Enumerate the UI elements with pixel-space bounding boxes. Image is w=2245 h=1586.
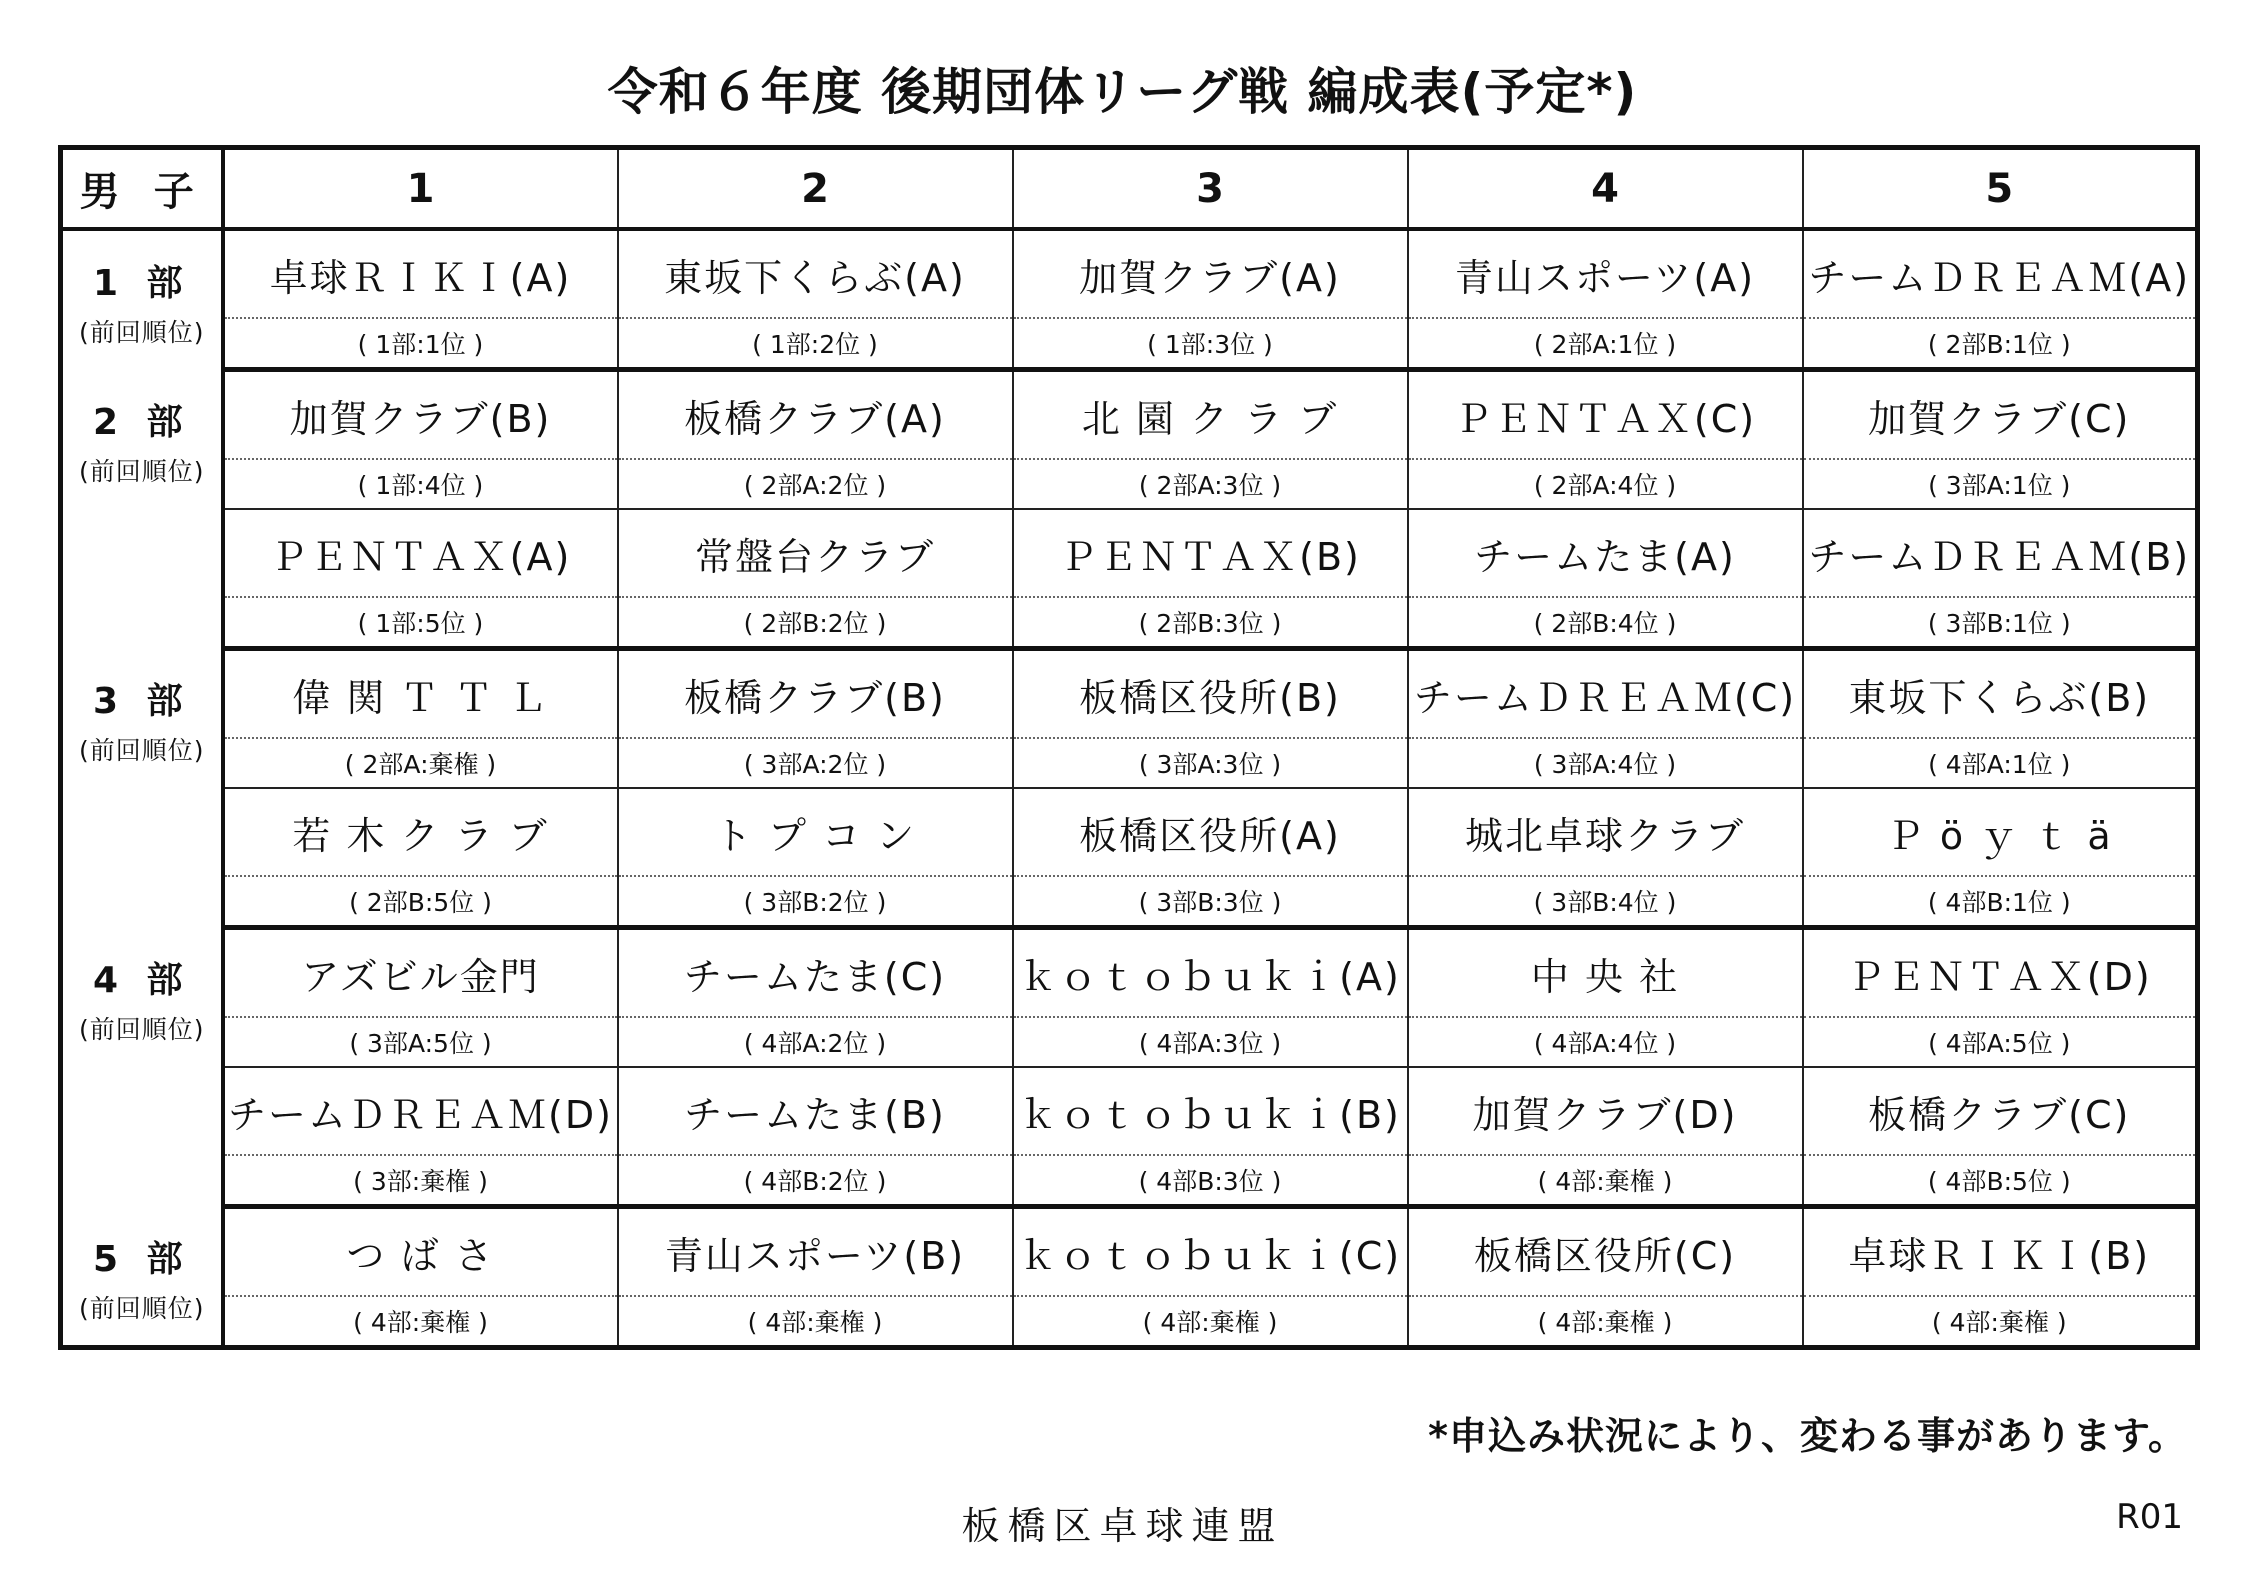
team-row [61,1207,2198,1297]
team-name: チームＤＲＥＡＭ(A) [1803,229,2198,318]
team-name: 板橋区役所(A) [1013,788,1408,876]
previous-rank: ( 3部A:3位 ) [1013,738,1408,788]
previous-rank-row [61,318,2198,370]
previous-rank: ( 3部A:5位 ) [223,1017,618,1067]
team-row [61,370,2198,460]
division-label-cell [61,229,223,370]
team-name: チームＤＲＥＡＭ(C) [1408,649,1803,739]
previous-rank-label: (前回順位) [78,735,205,765]
division-name: 4 部 [92,959,191,1001]
previous-rank-row [61,1296,2198,1348]
previous-rank: ( 1部:5位 ) [223,597,618,649]
team-name: 加賀クラブ(A) [1013,229,1408,318]
organization-name: 板橋区卓球連盟 [961,1504,1284,1548]
previous-rank: ( 4部:棄権 ) [1408,1155,1803,1207]
previous-rank: ( 3部B:1位 ) [1803,597,2198,649]
previous-rank-label: (前回順位) [78,1014,205,1044]
previous-rank-row [61,459,2198,509]
team-name: 城北卓球クラブ [1408,788,1803,876]
previous-rank: ( 4部A:5位 ) [1803,1017,2198,1067]
team-name: 卓球ＲＩＫＩ(B) [1803,1207,2198,1297]
division-label-cell [61,1207,223,1348]
division-label-cell [61,649,223,928]
team-name: チームＤＲＥＡＭ(B) [1803,509,2198,597]
team-name: 中 央 社 [1408,928,1803,1018]
previous-rank: ( 3部A:2位 ) [618,738,1013,788]
previous-rank: ( 4部B:1位 ) [1803,876,2198,928]
column-header: 3 [1013,148,1408,230]
team-name: 板橋クラブ(A) [618,370,1013,460]
division-label-cell [61,370,223,649]
team-name: ｋｏｔｏｂｕｋｉ(A) [1013,928,1408,1018]
division-name: 1 部 [92,263,191,304]
team-name: 加賀クラブ(B) [223,370,618,460]
previous-rank: ( 4部B:5位 ) [1803,1155,2198,1207]
previous-rank: ( 4部B:3位 ) [1013,1155,1408,1207]
previous-rank: ( 4部A:3位 ) [1013,1017,1408,1067]
team-name: 東坂下くらぶ(B) [1803,649,2198,739]
previous-rank: ( 3部:棄権 ) [223,1155,618,1207]
previous-rank-row [61,1017,2198,1067]
previous-rank: ( 3部B:2位 ) [618,876,1013,928]
team-name: ＰＥＮＴＡＸ(C) [1408,370,1803,460]
previous-rank-row [61,597,2198,649]
previous-rank: ( 2部B:1位 ) [1803,318,2198,370]
team-row [61,1067,2198,1155]
previous-rank: ( 2部B:3位 ) [1013,597,1408,649]
previous-rank: ( 4部A:2位 ) [618,1017,1013,1067]
previous-rank-label: (前回順位) [78,1293,205,1323]
column-header: 2 [618,148,1013,230]
team-name: ト プ コ ン [618,788,1013,876]
team-name: 東坂下くらぶ(A) [618,229,1013,318]
schedule-table [58,145,2200,1350]
previous-rank: ( 3部A:4位 ) [1408,738,1803,788]
team-name: ＰＥＮＴＡＸ(A) [223,509,618,597]
previous-rank-row [61,876,2198,928]
previous-rank: ( 2部A:4位 ) [1408,459,1803,509]
previous-rank: ( 1部:3位 ) [1013,318,1408,370]
previous-rank: ( 1部:2位 ) [618,318,1013,370]
team-name: 加賀クラブ(C) [1803,370,2198,460]
previous-rank-row [61,1155,2198,1207]
previous-rank: ( 2部B:4位 ) [1408,597,1803,649]
previous-rank-row [61,738,2198,788]
team-row [61,928,2198,1018]
team-name: 板橋クラブ(B) [618,649,1013,739]
team-row [61,649,2198,739]
division-label-cell [61,928,223,1207]
team-name: ｋｏｔｏｂｕｋｉ(C) [1013,1207,1408,1297]
previous-rank-label: (前回順位) [78,456,205,486]
previous-rank: ( 3部B:4位 ) [1408,876,1803,928]
previous-rank: ( 4部:棄権 ) [1013,1296,1408,1348]
team-name: ｋｏｔｏｂｕｋｉ(B) [1013,1067,1408,1155]
team-name: ＰＥＮＴＡＸ(B) [1013,509,1408,597]
team-name: チームたま(B) [618,1067,1013,1155]
team-name: 板橋区役所(C) [1408,1207,1803,1297]
division-name: 3 部 [92,680,191,722]
header-row [61,148,2198,230]
division-name: 5 部 [92,1238,191,1280]
previous-rank: ( 2部A:棄権 ) [223,738,618,788]
team-row [61,229,2198,318]
team-row [61,509,2198,597]
team-name: 青山スポーツ(A) [1408,229,1803,318]
previous-rank: ( 4部:棄権 ) [223,1296,618,1348]
previous-rank: ( 4部:棄権 ) [1408,1296,1803,1348]
column-header: 5 [1803,148,2198,230]
previous-rank: ( 3部B:3位 ) [1013,876,1408,928]
document-code: R01 [2116,1497,2183,1537]
page-title: 令和６年度 後期団体リーグ戦 編成表(予定*) [607,63,1638,121]
team-name: チームＤＲＥＡＭ(D) [223,1067,618,1155]
column-header: 1 [223,148,618,230]
team-name: 青山スポーツ(B) [618,1207,1013,1297]
previous-rank: ( 2部B:5位 ) [223,876,618,928]
team-name: 常盤台クラブ [618,509,1013,597]
gender-label: 男 子 [61,148,223,230]
column-header: 4 [1408,148,1803,230]
team-name: 加賀クラブ(D) [1408,1067,1803,1155]
team-name: 卓球ＲＩＫＩ(A) [223,229,618,318]
previous-rank: ( 4部:棄権 ) [1803,1296,2198,1348]
previous-rank-label: (前回順位) [78,318,205,347]
previous-rank: ( 4部:棄権 ) [618,1296,1013,1348]
team-name: 北 園 ク ラ ブ [1013,370,1408,460]
team-name: チームたま(C) [618,928,1013,1018]
previous-rank: ( 1部:4位 ) [223,459,618,509]
previous-rank: ( 4部B:2位 ) [618,1155,1013,1207]
previous-rank: ( 2部B:2位 ) [618,597,1013,649]
division-name: 2 部 [92,401,191,443]
team-name: Ｐ ö ｙ ｔ ä [1803,788,2198,876]
previous-rank: ( 1部:1位 ) [223,318,618,370]
team-name: 板橋区役所(B) [1013,649,1408,739]
previous-rank: ( 3部A:1位 ) [1803,459,2198,509]
team-name: 若 木 ク ラ ブ [223,788,618,876]
team-name: 偉 関 Ｔ Ｔ Ｌ [223,649,618,739]
previous-rank: ( 2部A:2位 ) [618,459,1013,509]
team-row [61,788,2198,876]
team-name: アズビル金門 [223,928,618,1018]
team-name: つ ば さ [223,1207,618,1297]
team-name: チームたま(A) [1408,509,1803,597]
previous-rank: ( 4部A:1位 ) [1803,738,2198,788]
footnote: *申込み状況により、変わる事があります。 [1428,1414,2187,1458]
previous-rank: ( 2部A:3位 ) [1013,459,1408,509]
previous-rank: ( 2部A:1位 ) [1408,318,1803,370]
previous-rank: ( 4部A:4位 ) [1408,1017,1803,1067]
team-name: ＰＥＮＴＡＸ(D) [1803,928,2198,1018]
team-name: 板橋クラブ(C) [1803,1067,2198,1155]
